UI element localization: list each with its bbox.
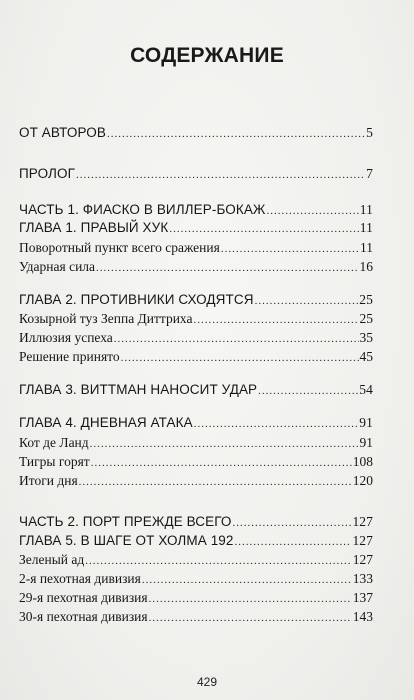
- toc-entry-title: ГЛАВА 2. ПРОТИВНИКИ СХОДЯТСЯ: [19, 292, 254, 307]
- page-title: СОДЕРЖАНИЕ: [130, 44, 284, 67]
- toc-entry: [19, 292, 373, 310]
- toc-entry: [19, 202, 373, 220]
- toc-entry: [19, 125, 373, 143]
- toc-entry-page: 11: [359, 202, 373, 217]
- toc-entry-title: 30-я пехотная дивизия: [19, 609, 148, 624]
- toc-entry-page: 11: [360, 240, 373, 255]
- toc-entry: [19, 349, 373, 367]
- dot-leader: [121, 352, 359, 364]
- toc-entry-page: 143: [352, 609, 373, 624]
- toc-entry: [19, 609, 373, 627]
- toc-entry: [19, 571, 373, 589]
- toc-entry: [19, 220, 373, 238]
- toc-entry: [19, 311, 373, 329]
- dot-leader: [221, 243, 359, 255]
- toc-entry-page: 91: [359, 415, 373, 430]
- toc-entry-title: ГЛАВА 5. В ШАГЕ ОТ ХОЛМА 192: [19, 533, 234, 548]
- toc-entry-title: Козырной туз Зеппа Диттриха: [19, 311, 193, 326]
- toc-entry-page: 16: [359, 259, 373, 274]
- toc-entry: [19, 166, 373, 184]
- dot-leader: [142, 574, 352, 586]
- dot-leader: [107, 128, 365, 140]
- toc-entry-page: 127: [352, 514, 373, 529]
- dot-leader: [149, 612, 352, 624]
- toc-entry: [19, 435, 373, 453]
- dot-leader: [194, 418, 359, 430]
- dot-leader: [76, 169, 365, 181]
- dot-leader: [169, 223, 358, 235]
- toc-entry-title: Решение принято: [19, 349, 120, 364]
- toc-entry-page: 133: [352, 571, 373, 586]
- toc-entry-title: ЧАСТЬ 2. ПОРТ ПРЕЖДЕ ВСЕГО: [19, 514, 232, 529]
- toc-entry-title: ЧАСТЬ 1. ФИАСКО В ВИЛЛЕР-БОКАЖ: [19, 202, 266, 217]
- toc-entry-page: 11: [359, 220, 373, 235]
- dot-leader: [114, 333, 359, 345]
- toc-entry-title: 2-я пехотная дивизия: [19, 571, 141, 586]
- toc-entry-page: 7: [366, 166, 373, 181]
- toc-entry-page: 5: [366, 125, 373, 140]
- toc-entry-page: 45: [359, 349, 373, 364]
- toc-entry-title: ОТ АВТОРОВ: [19, 125, 106, 140]
- toc-entry: [19, 259, 373, 277]
- dot-leader: [90, 438, 359, 450]
- toc-entry-page: 137: [352, 590, 373, 605]
- toc-entry-title: ПРОЛОГ: [19, 166, 76, 181]
- toc-entry-page: 54: [359, 382, 373, 397]
- toc-entry-title: 29-я пехотная дивизия: [19, 590, 148, 605]
- toc-entry-title: ГЛАВА 4. ДНЕВНАЯ АТАКА: [19, 415, 193, 430]
- toc-entry-title: Итоги дня: [19, 473, 78, 488]
- dot-leader: [91, 457, 352, 469]
- dot-leader: [96, 262, 358, 274]
- dot-leader: [79, 476, 352, 488]
- toc-entry-page: 120: [352, 473, 373, 488]
- dot-leader: [149, 593, 352, 605]
- toc-entry: [19, 590, 373, 608]
- toc-entry: [19, 415, 373, 433]
- toc-entry-title: Кот де Ланд: [19, 435, 89, 450]
- toc-entry: [19, 382, 373, 400]
- dot-leader: [267, 205, 359, 217]
- toc-entry: [19, 240, 373, 258]
- dot-leader: [255, 295, 359, 307]
- toc-entry-page: 127: [352, 533, 373, 548]
- toc-entry: [19, 552, 373, 570]
- toc-entry-page: 35: [359, 330, 373, 345]
- toc-entry-title: ГЛАВА 3. ВИТТМАН НАНОСИТ УДАР: [19, 382, 258, 397]
- dot-leader: [233, 517, 352, 529]
- dot-leader: [194, 314, 359, 326]
- toc-entry-page: 127: [352, 552, 373, 567]
- toc-entry: [19, 514, 373, 532]
- dot-leader: [258, 385, 358, 397]
- toc-entry: [19, 473, 373, 491]
- toc-entry-page: 25: [359, 292, 373, 307]
- dot-leader: [235, 536, 352, 548]
- toc-entry-title: Ударная сила: [19, 259, 96, 274]
- toc-entry-page: 108: [352, 454, 373, 469]
- toc-entry: [19, 330, 373, 348]
- toc-entry: [19, 454, 373, 472]
- page-number: 429: [196, 675, 218, 689]
- toc-entry-title: ГЛАВА 1. ПРАВЫЙ ХУК: [19, 220, 169, 235]
- toc-entry-title: Иллюзия успеха: [19, 330, 113, 345]
- dot-leader: [85, 555, 352, 567]
- toc-entry-title: Поворотный пункт всего сражения: [19, 240, 220, 255]
- toc-entry-title: Зеленый ад: [19, 552, 85, 567]
- toc-entry: [19, 533, 373, 551]
- toc-entry-page: 91: [359, 435, 373, 450]
- toc-entry-page: 25: [359, 311, 373, 326]
- toc-entry-title: Тигры горят: [19, 454, 90, 469]
